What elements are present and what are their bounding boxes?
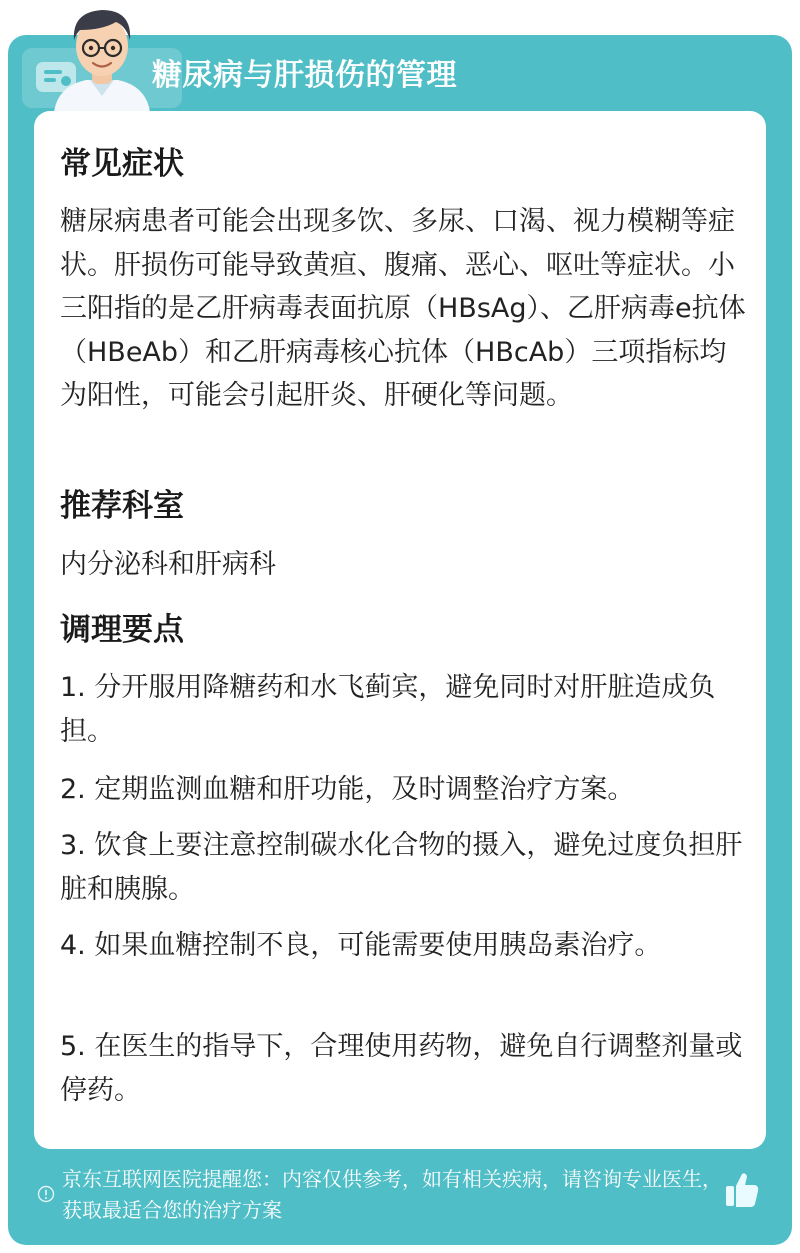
- care-item-1: 1. 分开服用降糖药和水飞蓟宾，避免同时对肝脏造成负担。: [60, 672, 716, 747]
- section-title-care: 调理要点: [60, 612, 184, 648]
- section-title-department: 推荐科室: [60, 488, 184, 524]
- care-item-4: 4. 如果血糖控制不良，可能需要使用胰岛素治疗。: [60, 930, 662, 961]
- section-title-symptoms: 常见症状: [60, 146, 184, 182]
- care-item-5: 5. 在医生的指导下，合理使用药物，避免自行调整剂量或停药。: [60, 1031, 743, 1106]
- care-item-2: 2. 定期监测血糖和肝功能，及时调整治疗方案。: [60, 774, 635, 805]
- department-text: 内分泌科和肝病科: [60, 549, 276, 580]
- symptoms-text: 糖尿病患者可能会出现多饮、多尿、口渴、视力模糊等症状。肝损伤可能导致黄疸、腹痛、恶心、呕吐等症状。小三阳指的是乙肝病毒表面抗原（HBsAg）、乙肝病毒e抗体（HBeAb）和乙肝病毒核心抗体（HBcAb）三项指标均为阳性，可能会引起肝炎、肝硬化等问题。: [60, 206, 746, 411]
- footer-notice: 京东互联网医院提醒您：内容仅供参考，如有相关疾病，请咨询专业医生，获取最适合您的治疗方案: [62, 1167, 722, 1222]
- thumbs-up-icon[interactable]: [724, 1170, 760, 1210]
- care-item-3: 3. 饮食上要注意控制碳水化合物的摄入，避免过度负担肝脏和胰腺。: [60, 830, 743, 905]
- info-icon: [37, 1185, 55, 1203]
- doctor-avatar-icon: [46, 0, 158, 112]
- page-title: 糖尿病与肝损伤的管理: [152, 58, 457, 93]
